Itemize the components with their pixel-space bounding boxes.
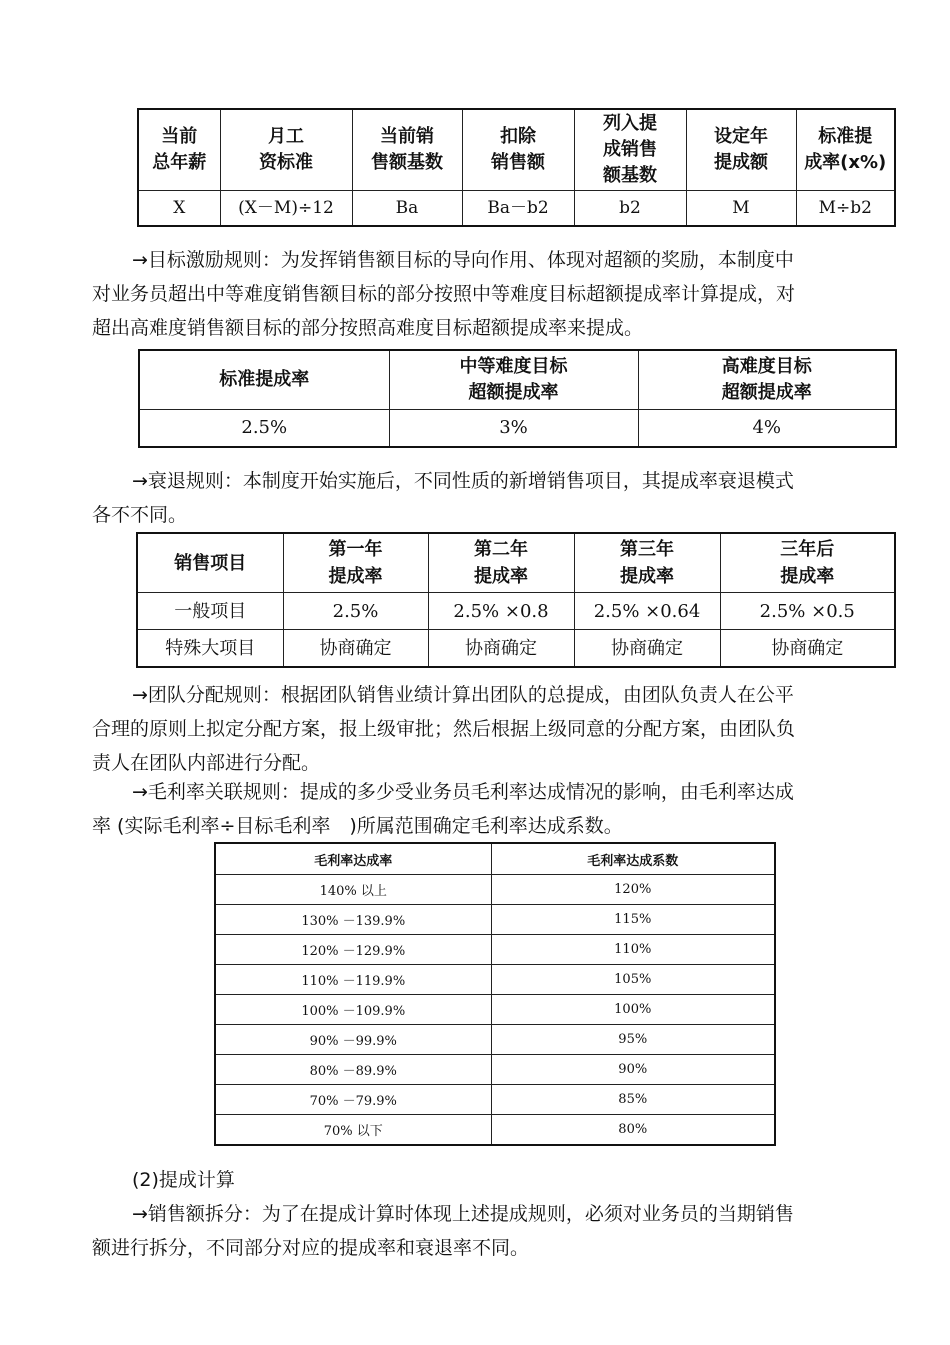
table-row bbox=[215, 875, 775, 905]
table-header-cell: 扣除 销售额 bbox=[462, 109, 574, 191]
table-header-cell: 销售项目 bbox=[137, 533, 283, 593]
table-cell: (X－M)÷12 bbox=[220, 191, 352, 227]
table-cell: b2 bbox=[574, 191, 686, 227]
table-cell: 2.5% ×0.5 bbox=[720, 593, 895, 630]
paragraph-text: →衰退规则：本制度开始实施后，不同性质的新增销售项目，其提成率衰退模式各不不同。 bbox=[92, 470, 794, 526]
table-row bbox=[215, 905, 775, 935]
table-header-cell: 第二年 提成率 bbox=[428, 533, 574, 593]
table-header-cell: 月工 资标准 bbox=[220, 109, 352, 191]
table-cell: M÷b2 bbox=[796, 191, 895, 227]
table-cell: 110% －119.9% bbox=[215, 965, 491, 995]
table-cell: 协商确定 bbox=[574, 630, 720, 668]
table-row bbox=[215, 995, 775, 1025]
table-header-cell: 当前 总年薪 bbox=[138, 109, 220, 191]
table-cell: 协商确定 bbox=[428, 630, 574, 668]
table-row bbox=[215, 1085, 775, 1115]
paragraph-text: →目标激励规则：为发挥销售额目标的导向作用、体现对超额的奖励，本制度中对业务员超出中等难度销售额目标的部分按照中等难度目标超额提成率计算提成，对超出高难度销售额目标的部分按照高难度目标超额提成率来提成。 bbox=[92, 249, 796, 339]
table-header-cell: 列入提 成销售 额基数 bbox=[574, 109, 686, 191]
table-cell: 特殊大项目 bbox=[137, 630, 283, 668]
table-header-cell: 当前销 售额基数 bbox=[352, 109, 462, 191]
table-cell: 90% bbox=[491, 1055, 775, 1085]
table-cell: Ba－b2 bbox=[462, 191, 574, 227]
decline-rule-paragraph bbox=[92, 464, 812, 532]
table-row bbox=[137, 630, 895, 668]
table-row bbox=[215, 1055, 775, 1085]
table-row bbox=[215, 965, 775, 995]
table-row bbox=[215, 1025, 775, 1055]
table-cell: 95% bbox=[491, 1025, 775, 1055]
table-header-cell: 毛利率达成率 bbox=[215, 843, 491, 875]
gross-margin-coefficient-table bbox=[214, 842, 776, 1146]
table-cell: 2.5% bbox=[139, 410, 389, 448]
section-heading bbox=[92, 1163, 812, 1197]
table-cell: 100% －109.9% bbox=[215, 995, 491, 1025]
paragraph-text: →销售额拆分：为了在提成计算时体现上述提成规则，必须对业务员的当期销售额进行拆分，不同部分对应的提成率和衰退率不同。 bbox=[92, 1203, 794, 1259]
table-row bbox=[215, 935, 775, 965]
table-header-cell: 标准提 成率(x%) bbox=[796, 109, 895, 191]
table-cell: 120% bbox=[491, 875, 775, 905]
salary-structure-table bbox=[137, 108, 896, 227]
decline-rate-table bbox=[136, 532, 896, 668]
table-cell: 110% bbox=[491, 935, 775, 965]
table-cell: 140% 以上 bbox=[215, 875, 491, 905]
incentive-rate-table bbox=[138, 349, 897, 448]
table-cell: 85% bbox=[491, 1085, 775, 1115]
table-cell: 80% －89.9% bbox=[215, 1055, 491, 1085]
table-row bbox=[215, 1115, 775, 1146]
target-incentive-rule-paragraph bbox=[92, 243, 812, 345]
table-cell: 协商确定 bbox=[283, 630, 428, 668]
paragraph-text: →团队分配规则：根据团队销售业绩计算出团队的总提成，由团队负责人在公平合理的原则上拟定分配方案，报上级审批；然后根据上级同意的分配方案，由团队负责人在团队内部进行分配。 bbox=[92, 684, 796, 774]
sales-split-paragraph bbox=[92, 1197, 812, 1265]
table-cell: 90% －99.9% bbox=[215, 1025, 491, 1055]
table-cell: 2.5% ×0.64 bbox=[574, 593, 720, 630]
table-cell: 4% bbox=[638, 410, 896, 448]
table-cell: 2.5% ×0.8 bbox=[428, 593, 574, 630]
table-row bbox=[139, 410, 896, 448]
table-cell: 2.5% bbox=[283, 593, 428, 630]
table-header-cell: 标准提成率 bbox=[139, 350, 389, 410]
table-cell: 120% －129.9% bbox=[215, 935, 491, 965]
table-header-cell: 高难度目标 超额提成率 bbox=[638, 350, 896, 410]
table-header-cell: 第一年 提成率 bbox=[283, 533, 428, 593]
table-cell: Ba bbox=[352, 191, 462, 227]
table-header-cell: 第三年 提成率 bbox=[574, 533, 720, 593]
table-cell: 115% bbox=[491, 905, 775, 935]
table-header-cell: 中等难度目标 超额提成率 bbox=[389, 350, 638, 410]
table-cell: 3% bbox=[389, 410, 638, 448]
table-cell: 70% －79.9% bbox=[215, 1085, 491, 1115]
table-header-cell: 三年后 提成率 bbox=[720, 533, 895, 593]
table-header-cell: 毛利率达成系数 bbox=[491, 843, 775, 875]
heading-text: (2)提成计算 bbox=[132, 1169, 235, 1191]
table-cell: 80% bbox=[491, 1115, 775, 1146]
table-cell: M bbox=[686, 191, 796, 227]
table-cell: X bbox=[138, 191, 220, 227]
table-cell: 100% bbox=[491, 995, 775, 1025]
table-cell: 协商确定 bbox=[720, 630, 895, 668]
paragraph-text: →毛利率关联规则：提成的多少受业务员毛利率达成情况的影响，由毛利率达成率 (实际毛利率÷目标毛利率 )所属范围确定毛利率达成系数。 bbox=[92, 781, 794, 837]
table-cell: 一般项目 bbox=[137, 593, 283, 630]
table-row bbox=[138, 191, 895, 227]
team-distribution-rule-paragraph bbox=[92, 678, 812, 780]
table-cell: 105% bbox=[491, 965, 775, 995]
table-row bbox=[137, 593, 895, 630]
table-cell: 130% －139.9% bbox=[215, 905, 491, 935]
table-header-cell: 设定年 提成额 bbox=[686, 109, 796, 191]
table-cell: 70% 以下 bbox=[215, 1115, 491, 1146]
gross-margin-rule-paragraph bbox=[92, 775, 812, 843]
